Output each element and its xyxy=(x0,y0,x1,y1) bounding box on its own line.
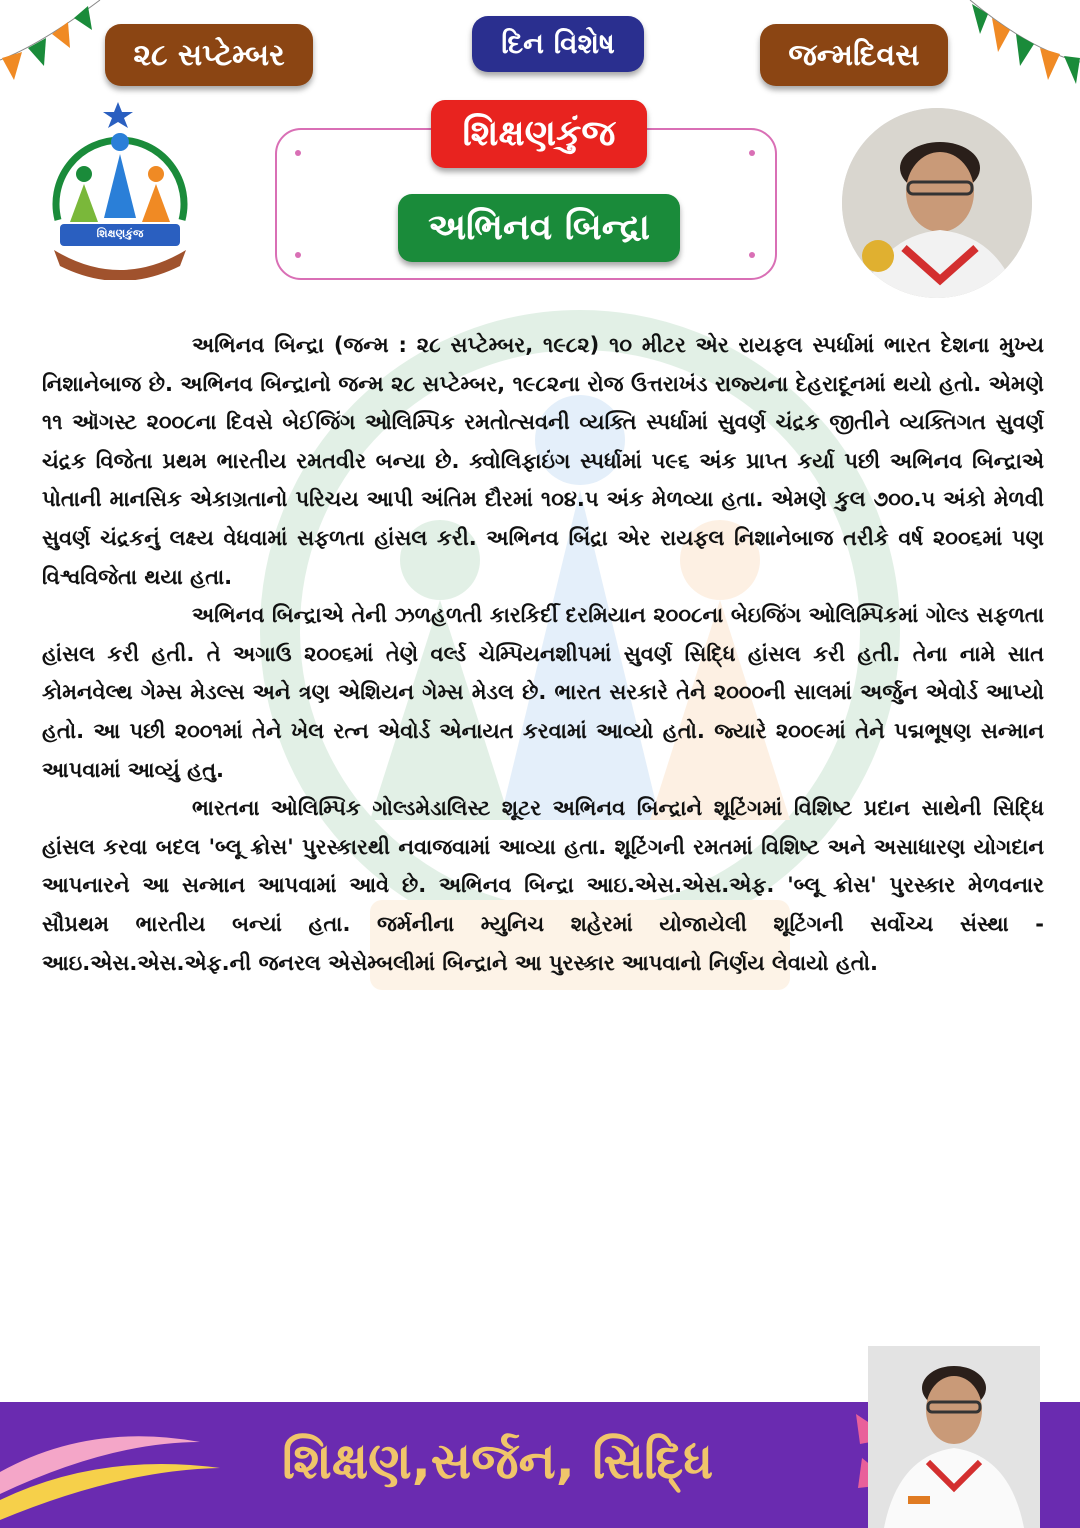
birthday-badge: જન્મદિવસ xyxy=(760,24,948,86)
footer-slogan: શિક્ષણ,સર્જન, સિદ્ધિ xyxy=(282,1432,714,1490)
frame-dot xyxy=(749,252,755,258)
article-paragraph: ભારતના ઓલિમ્પિક ગોલ્ડમેડાલિસ્ટ શૂટર અભિનવ બિન્દ્રાને શૂટિંગમાં વિશિષ્ટ પ્રદાન સાથેની સિદ્ધિ હાંસલ કરવા બદલ 'બ્લૂ ક્રોસ' પુરસ્કારથી નવાજવામાં આવ્યા હતા. શૂટિંગની રમતમાં વિશિષ્ટ અને અસાધારણ યોગદાન આપનારને આ સન્માન આપવામાં આવે છે. અભિનવ બિન્દ્રા આઇ.એસ.એસ.એફ. 'બ્લૂ ક્રોસ' પુરસ્કાર મેળવનાર સૌપ્રથમ ભારતીય બન્યાં હતા. જર્મનીના મ્યુનિચ શહેરમાં યોજાયેલી શૂટિંગની સર્વોચ્ચ સંસ્થા - આઇ.એસ.એસ.એફ.ની જનરલ એસેમ્બલીમાં બિન્દ્રાને આ પુરસ્કાર આપવાનો નિર્ણય લેવાયો હતો. xyxy=(42,796,1044,975)
bunting-left xyxy=(0,0,110,100)
date-badge: ૨૮ સપ્ટેમ્બર xyxy=(105,24,313,86)
article-body xyxy=(42,326,1044,982)
portrait-photo xyxy=(842,108,1032,298)
frame-dot xyxy=(295,252,301,258)
article-paragraph: અભિનવ બિન્દ્રા (જન્મ : ૨૮ સપ્ટેમ્બર, ૧૯૮૨) ૧૦ મીટર એર રાયફલ સ્પર્ધામાં ભારત દેશના મુખ્ય નિશાનેબાજ છે. અભિનવ બિન્દ્રાનો જન્મ ૨૮ સપ્ટેમ્બર, ૧૯૮૨ના રોજ ઉત્તરાખંડ રાજ્યના દેહરાદૂનમાં થયો હતો. એમણે ૧૧ ઑગસ્ટ ૨૦૦૮ના દિવસે બેઈજિંગ ઓલિમ્પિક રમતોત્સવની વ્યક્તિ સ્પર્ધામાં સુવર્ણ ચંદ્રક જીતીને વ્યક્તિગત સુવર્ણ ચંદ્રક વિજેતા પ્રથમ ભારતીય રમતવીર બન્યા છે. ક્વોલિફાઇંગ સ્પર્ધામાં ૫૯૬ અંક પ્રાપ્ત કર્યા પછી અભિનવ બિન્દ્રાએ પોતાની માનસિક એકાગ્રતાનો પરિચય આપી અંતિમ દૌરમાં ૧૦૪.૫ અંક મેળવ્યા હતા. એમણે કુલ ૭૦૦.૫ અંકો મેળવી સુવર્ણ ચંદ્રકનું લક્ષ્ય વેધવામાં સફળતા હાંસલ કરી. અભિનવ બિંદ્રા એર રાયફલ નિશાનેબાજ તરીકે વર્ષ ૨૦૦૬માં પણ વિશ્વવિજેતા થયા હતા. xyxy=(42,333,1044,589)
brand-title: શિક્ષણકુંજ xyxy=(431,100,647,168)
shikshankunj-logo xyxy=(40,100,200,280)
logo-tagline: જ્ઞાન દીપો ભવ: xyxy=(92,257,148,267)
footer-portrait-photo xyxy=(868,1346,1040,1528)
day-special-badge: દિન વિશેષ xyxy=(472,16,644,72)
frame-dot xyxy=(295,150,301,156)
frame-dot xyxy=(749,150,755,156)
article-paragraph: અભિનવ બિન્દ્રાએ તેની ઝળહળતી કારકિર્દી દરમિયાન ૨૦૦૮ના બેઇજિંગ ઓલિમ્પિકમાં ગોલ્ડ સફળતા હાંસલ કરી હતી. તે અગાઉ ૨૦૦૬માં તેણે વર્લ્ડ ચેમ્પિયનશીપમાં સુવર્ણ સિદ્ધિ હાંસલ કરી હતી. તેના નામે સાત કોમનવેલ્થ ગેમ્સ મેડલ્સ અને ત્રણ એશિયન ગેમ્સ મેડલ છે. ભારત સરકારે તેને ૨૦૦૦ની સાલમાં અર્જુન એવોર્ડ આપ્યો હતો. આ પછી ૨૦૦૧માં તેને ખેલ રત્ન એવોર્ડ એનાયત કરવામાં આવ્યો હતો. જ્યારે ૨૦૦૯માં તેને પદ્મભૂષણ સન્માન આપવામાં આવ્યું હતુ. xyxy=(42,603,1044,782)
footer-swoosh-left xyxy=(0,1402,260,1528)
logo-banner-text: શિક્ષણકુંજ xyxy=(96,227,144,240)
bunting-right xyxy=(960,0,1080,100)
person-name-title: અભિનવ બિન્દ્રા xyxy=(398,194,680,262)
